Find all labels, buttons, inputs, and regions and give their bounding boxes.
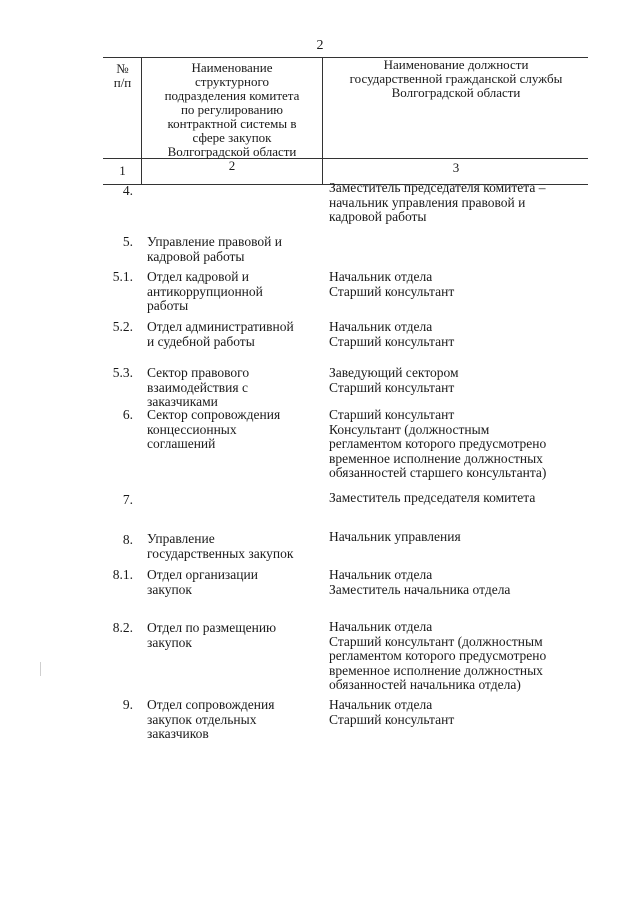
row-positions: Заместитель председателя комитета bbox=[329, 490, 536, 505]
column-number-2: 2 bbox=[228, 158, 236, 173]
row-unit: Управление правовой и кадровой работы bbox=[147, 234, 282, 264]
row-number: 5.1. bbox=[112, 269, 133, 284]
row-number: 5. bbox=[122, 234, 133, 249]
row-positions: Начальник управления bbox=[329, 529, 461, 544]
row-positions: Начальник отдела Заместитель начальника отдела bbox=[329, 567, 511, 597]
row-number: 8. bbox=[122, 532, 133, 547]
header-number: № п/п bbox=[113, 61, 132, 90]
row-positions: Начальник отдела Старший консультант bbox=[329, 319, 455, 349]
row-unit: Управление государственных закупок bbox=[147, 531, 294, 561]
column-divider-2 bbox=[322, 57, 323, 184]
row-number: 7. bbox=[122, 492, 133, 507]
row-unit: Отдел по размещению закупок bbox=[147, 620, 277, 650]
header-position-name: Наименование должности государственной гражданской службы Волгоградской области bbox=[349, 57, 563, 100]
row-positions: Начальник отдела Старший консультант bbox=[329, 697, 455, 727]
column-number-3: 3 bbox=[452, 160, 460, 175]
row-positions: Старший консультант Консультант (должностным регламентом которого предусмотрено временное исполнение должностных обязанностей старшего консультанта) bbox=[329, 407, 547, 480]
row-unit: Отдел организации закупок bbox=[147, 567, 258, 597]
row-number: 5.3. bbox=[112, 365, 133, 380]
row-number: 8.1. bbox=[112, 567, 133, 582]
row-unit: Сектор правового взаимодействия с заказчиками bbox=[147, 365, 250, 409]
row-number: 5.2. bbox=[112, 319, 133, 334]
row-positions: Заведующий сектором Старший консультант bbox=[329, 365, 459, 395]
column-number-1: 1 bbox=[119, 163, 126, 178]
header-unit-name: Наименование структурного подразделения комитета по регулированию контрактной системы в сфере закупок Волгоградской области bbox=[164, 60, 300, 159]
column-divider-1 bbox=[141, 57, 142, 184]
scan-artifact bbox=[40, 662, 41, 676]
row-number: 8.2. bbox=[112, 620, 133, 635]
row-number: 9. bbox=[122, 697, 133, 712]
row-positions: Заместитель председателя комитета – начальник управления правовой и кадровой работы bbox=[329, 180, 546, 224]
row-number: 4. bbox=[122, 183, 133, 198]
row-number: 6. bbox=[122, 407, 133, 422]
row-unit: Отдел административной и судебной работы bbox=[147, 319, 294, 349]
row-unit: Отдел кадровой и антикоррупционной работы bbox=[147, 269, 263, 313]
row-unit: Сектор сопровождения концессионных соглашений bbox=[147, 407, 281, 451]
page-number: 2 bbox=[316, 38, 324, 53]
row-unit: Отдел сопровождения закупок отдельных заказчиков bbox=[147, 697, 275, 741]
row-positions: Начальник отдела Старший консультант (должностным регламентом которого предусмотрено временное исполнение должностных обязанностей начальника отдела) bbox=[329, 619, 547, 692]
row-positions: Начальник отдела Старший консультант bbox=[329, 269, 455, 299]
